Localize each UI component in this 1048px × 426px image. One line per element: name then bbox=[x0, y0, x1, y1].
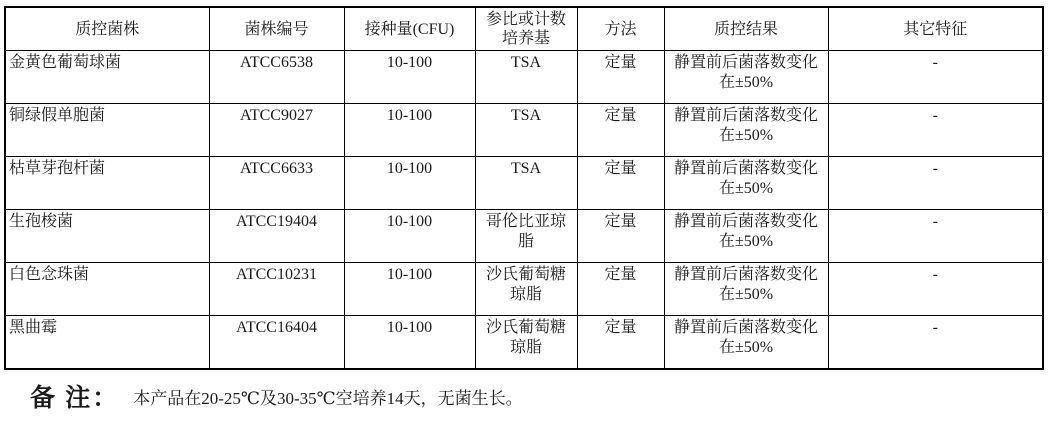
header-cell-number: 菌株编号 bbox=[209, 7, 344, 51]
cell-strain: 金黄色葡萄球菌 bbox=[5, 51, 209, 104]
table-row bbox=[5, 157, 1043, 210]
header-cell-medium: 参比或计数培养基 bbox=[475, 7, 577, 51]
cell-method: 定量 bbox=[577, 263, 664, 316]
remark-label: 备 注： bbox=[30, 385, 120, 412]
cell-medium: TSA bbox=[475, 104, 577, 157]
cell-number: ATCC6538 bbox=[209, 51, 344, 104]
cell-inoculum: 10-100 bbox=[344, 210, 475, 263]
cell-medium: 沙氏葡萄糖琼脂 bbox=[475, 316, 577, 369]
cell-inoculum: 10-100 bbox=[344, 51, 475, 104]
cell-method: 定量 bbox=[577, 210, 664, 263]
cell-number: ATCC19404 bbox=[209, 210, 344, 263]
cell-medium: TSA bbox=[475, 51, 577, 104]
header-cell-method: 方法 bbox=[577, 7, 664, 51]
cell-other: - bbox=[828, 104, 1043, 157]
cell-inoculum: 10-100 bbox=[344, 104, 475, 157]
cell-inoculum: 10-100 bbox=[344, 316, 475, 369]
cell-other: - bbox=[828, 210, 1043, 263]
table-body bbox=[5, 51, 1043, 369]
cell-method: 定量 bbox=[577, 104, 664, 157]
cell-method: 定量 bbox=[577, 51, 664, 104]
table-row bbox=[5, 316, 1043, 369]
cell-result: 静置前后菌落数变化在±50% bbox=[664, 157, 828, 210]
cell-result: 静置前后菌落数变化在±50% bbox=[664, 316, 828, 369]
header-cell-inoculum: 接种量(CFU) bbox=[344, 7, 475, 51]
cell-other: - bbox=[828, 316, 1043, 369]
cell-medium: TSA bbox=[475, 157, 577, 210]
table-row bbox=[5, 210, 1043, 263]
cell-number: ATCC9027 bbox=[209, 104, 344, 157]
cell-strain: 枯草芽孢杆菌 bbox=[5, 157, 209, 210]
table-row bbox=[5, 51, 1043, 104]
cell-result: 静置前后菌落数变化在±50% bbox=[664, 104, 828, 157]
cell-inoculum: 10-100 bbox=[344, 157, 475, 210]
cell-number: ATCC16404 bbox=[209, 316, 344, 369]
table-row bbox=[5, 104, 1043, 157]
cell-strain: 生孢梭菌 bbox=[5, 210, 209, 263]
cell-result: 静置前后菌落数变化在±50% bbox=[664, 51, 828, 104]
cell-medium: 沙氏葡萄糖琼脂 bbox=[475, 263, 577, 316]
cell-medium: 哥伦比亚琼脂 bbox=[475, 210, 577, 263]
cell-result: 静置前后菌落数变化在±50% bbox=[664, 263, 828, 316]
cell-other: - bbox=[828, 51, 1043, 104]
cell-inoculum: 10-100 bbox=[344, 263, 475, 316]
remark-section bbox=[30, 378, 523, 414]
cell-result: 静置前后菌落数变化在±50% bbox=[664, 210, 828, 263]
table-header-row bbox=[5, 7, 1043, 51]
header-cell-strain: 质控菌株 bbox=[5, 7, 209, 51]
cell-strain: 黑曲霉 bbox=[5, 316, 209, 369]
cell-number: ATCC10231 bbox=[209, 263, 344, 316]
cell-strain: 白色念珠菌 bbox=[5, 263, 209, 316]
cell-number: ATCC6633 bbox=[209, 157, 344, 210]
header-cell-result: 质控结果 bbox=[664, 7, 828, 51]
qc-strain-table bbox=[4, 6, 1044, 370]
header-cell-other: 其它特征 bbox=[828, 7, 1043, 51]
cell-strain: 铜绿假单胞菌 bbox=[5, 104, 209, 157]
remark-text: 本产品在20-25℃及30-35℃空培养14天，无菌生长。 bbox=[133, 389, 523, 408]
table-row bbox=[5, 263, 1043, 316]
cell-other: - bbox=[828, 157, 1043, 210]
cell-method: 定量 bbox=[577, 316, 664, 369]
cell-other: - bbox=[828, 263, 1043, 316]
cell-method: 定量 bbox=[577, 157, 664, 210]
